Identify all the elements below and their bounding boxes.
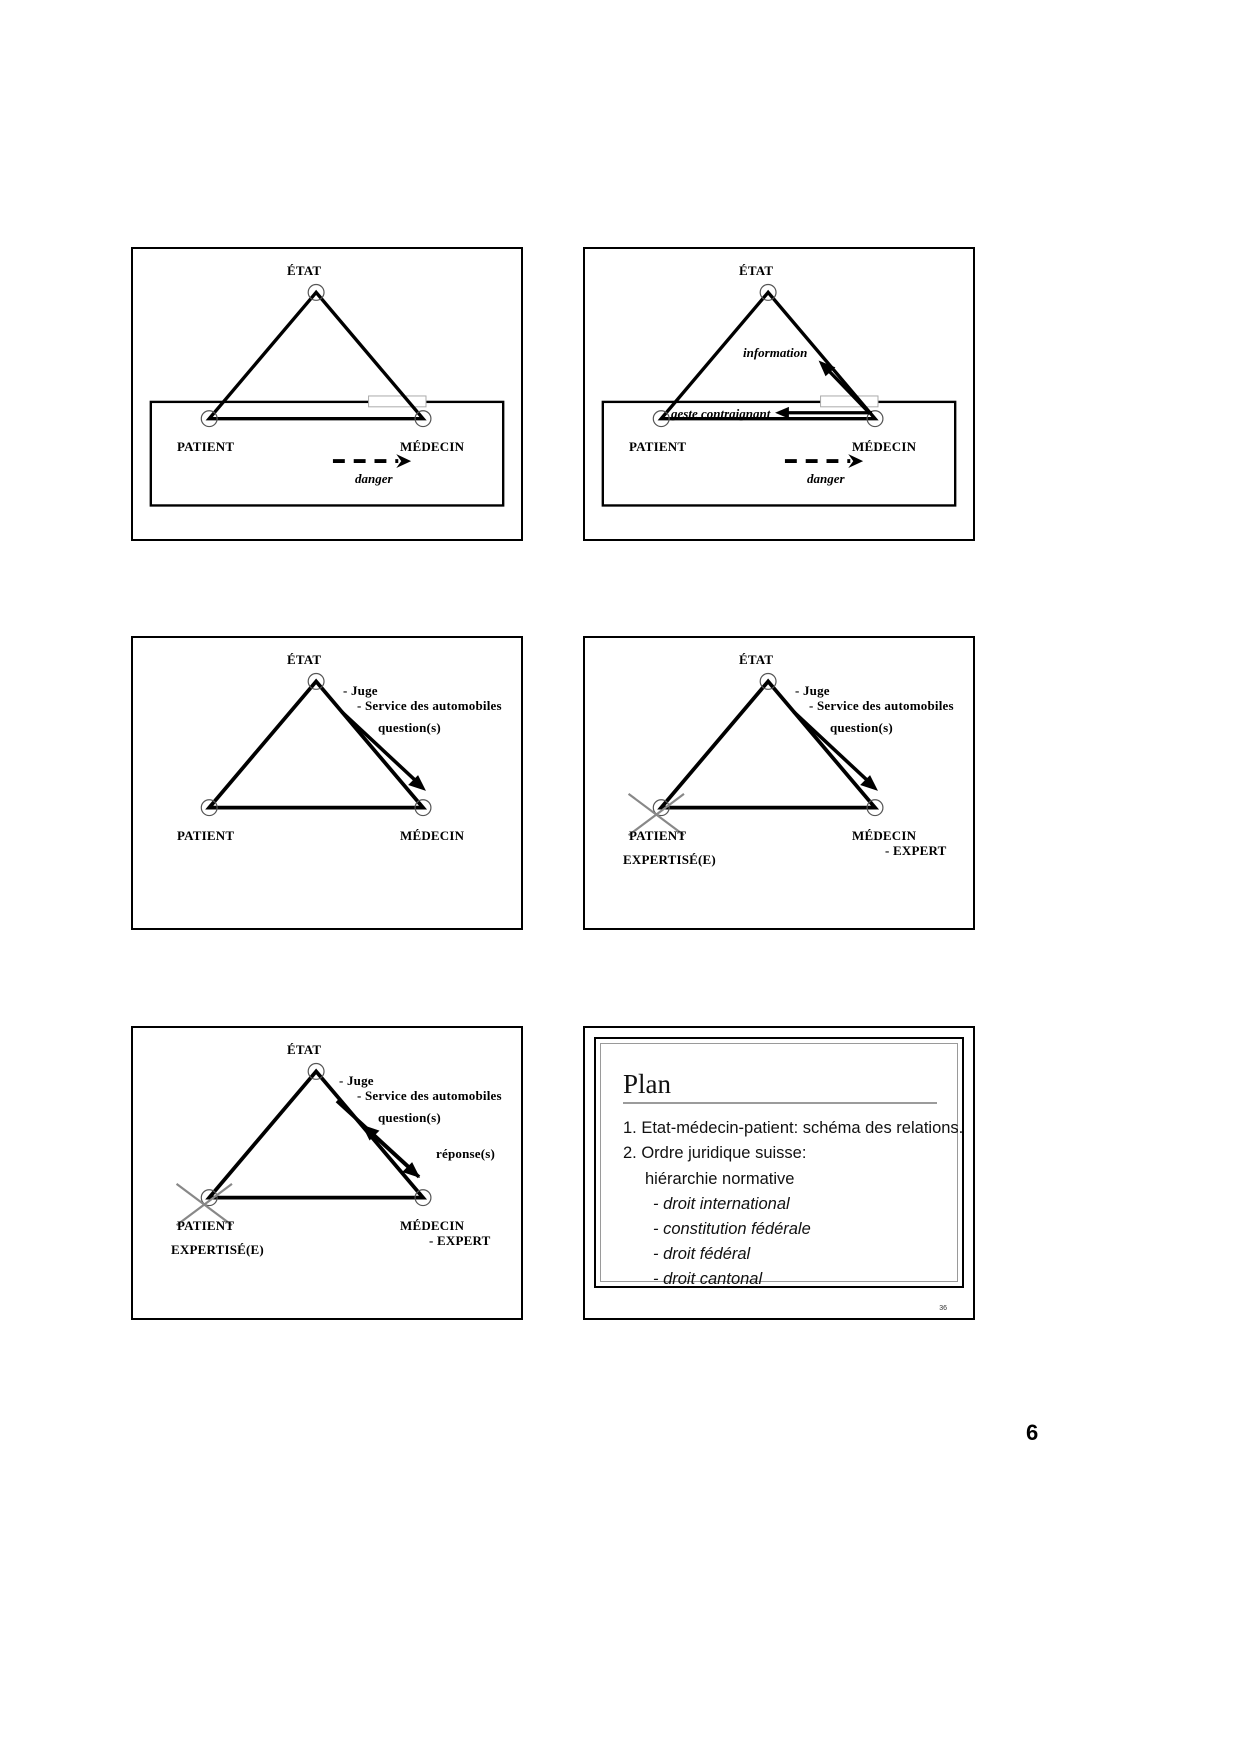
link-break-marker	[821, 396, 878, 407]
slide-1-label-etat: ÉTAT	[287, 263, 322, 278]
slide-3-canvas	[133, 638, 521, 928]
slide-2-label-danger: danger	[807, 471, 845, 486]
slide-thumbnail-4	[583, 636, 975, 930]
slide-2-label-medecin: MÉDECIN	[852, 439, 917, 454]
slide-5-label-etat: ÉTAT	[287, 1042, 322, 1057]
slide-3-diagram	[133, 638, 521, 928]
plan-slide-number: 36	[939, 1305, 947, 1312]
slide-4-label-patient: PATIENT	[629, 828, 687, 843]
slide-5-label-expertise: EXPERTISÉ(E)	[171, 1242, 264, 1257]
slide-1-label-patient: PATIENT	[177, 439, 235, 454]
slide-3-label-medecin: MÉDECIN	[400, 828, 465, 843]
slide-thumbnail-2	[583, 247, 975, 541]
plan-item-5: - constitution fédérale	[653, 1219, 811, 1238]
plan-item-4: - droit international	[653, 1194, 790, 1213]
slide-2-canvas	[585, 249, 973, 539]
plan-item-3: hiérarchie normative	[645, 1169, 795, 1188]
danger-arrow	[785, 454, 863, 468]
slide-4-label-etat: ÉTAT	[739, 652, 774, 667]
slide-4-label-question: question(s)	[830, 720, 893, 735]
slide-4-label-juge: - Juge	[795, 683, 830, 698]
slide-5-label-reponse: réponse(s)	[436, 1146, 496, 1161]
slide-1-canvas	[133, 249, 521, 539]
plan-content	[600, 1043, 964, 1288]
slide-thumbnail-6	[583, 1026, 975, 1320]
slide-4-label-service-automobiles: - Service des automobiles	[809, 698, 954, 713]
slide-1-label-medecin: MÉDECIN	[400, 439, 465, 454]
reponse-arrow	[362, 1125, 419, 1177]
slide-5-label-expert: - EXPERT	[429, 1233, 491, 1248]
slide-2-diagram	[585, 249, 973, 539]
slide-4-label-medecin: MÉDECIN	[852, 828, 917, 843]
slide-2-label-patient: PATIENT	[629, 439, 687, 454]
slide-thumbnail-3	[131, 636, 523, 930]
slide-3-label-etat: ÉTAT	[287, 652, 322, 667]
link-break-marker	[369, 396, 426, 407]
slide-4-label-expertise: EXPERTISÉ(E)	[623, 852, 716, 867]
plan-list	[623, 1116, 964, 1292]
slide-4-label-expert: - EXPERT	[885, 843, 947, 858]
slide-1-diagram	[133, 249, 521, 539]
slide-2-label-information: information	[743, 345, 808, 360]
plan-item-1: 1. Etat-médecin-patient: schéma des relations.	[623, 1119, 964, 1138]
slide-2-label-geste-contraignant: geste contraignant	[671, 406, 771, 421]
slide-3-label-question: question(s)	[378, 720, 441, 735]
slide-5-label-question: question(s)	[378, 1110, 441, 1125]
slide-4-diagram	[585, 638, 973, 928]
slide-3-label-juge: - Juge	[343, 683, 378, 698]
slide-5-diagram	[133, 1028, 521, 1318]
plan-item-6: - droit fédéral	[653, 1244, 751, 1263]
slide-thumbnail-1	[131, 247, 523, 541]
slide-3-label-patient: PATIENT	[177, 828, 235, 843]
plan-mid-border	[594, 1037, 964, 1288]
slide-5-label-medecin: MÉDECIN	[400, 1218, 465, 1233]
plan-title: Plan	[623, 1069, 672, 1099]
slide-5-label-patient: PATIENT	[177, 1218, 235, 1233]
slide-5-label-juge: - Juge	[339, 1073, 374, 1088]
page-folio-number: 6	[1026, 1420, 1039, 1445]
plan-item-2: 2. Ordre juridique suisse:	[623, 1144, 807, 1163]
slide-3-label-service-automobiles: - Service des automobiles	[357, 698, 502, 713]
danger-arrow	[333, 454, 411, 468]
slide-5-label-service-automobiles: - Service des automobiles	[357, 1088, 502, 1103]
plan-item-7: - droit cantonal	[653, 1269, 763, 1288]
plan-title-rule	[623, 1102, 937, 1104]
slide-2-label-etat: ÉTAT	[739, 263, 774, 278]
slide-4-canvas	[585, 638, 973, 928]
slide-thumbnail-5	[131, 1026, 523, 1320]
geste-contraignant-arrow	[775, 407, 872, 419]
slide-5-canvas	[133, 1028, 521, 1318]
slide-1-label-danger: danger	[355, 471, 393, 486]
